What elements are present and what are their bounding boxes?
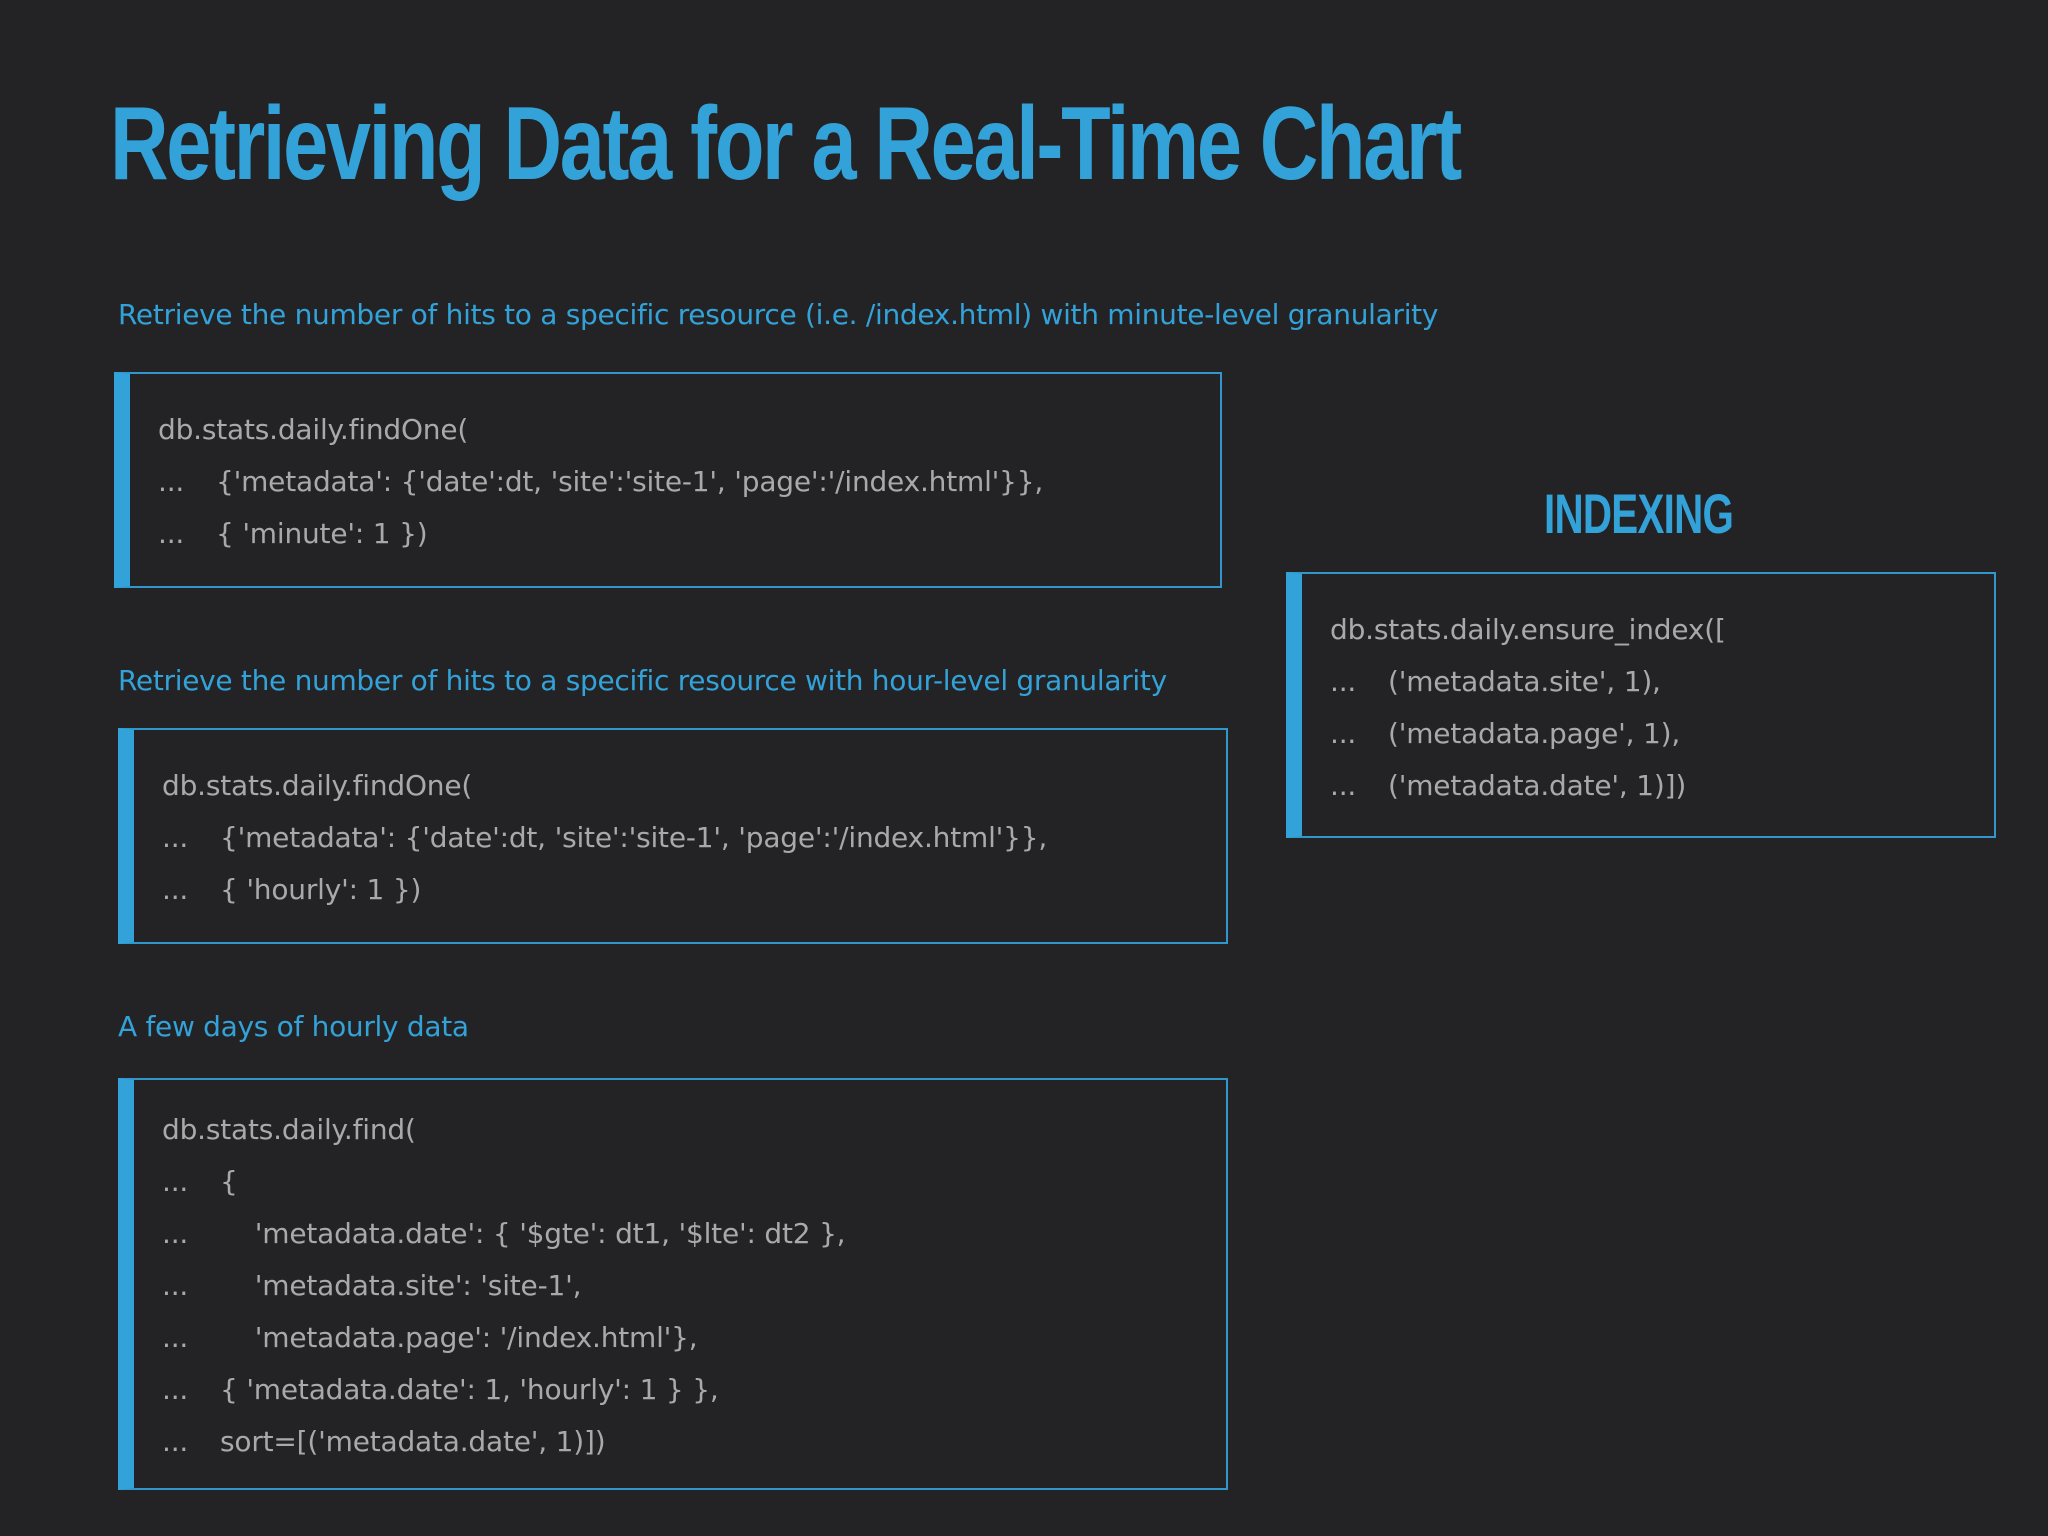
- few-days-caption: A few days of hourly data: [118, 1010, 469, 1043]
- code-line: ... { 'hourly': 1 }): [162, 873, 422, 906]
- minute-query-code-block: [114, 372, 1222, 588]
- code-line: ... 'metadata.site': 'site-1',: [162, 1269, 582, 1302]
- indexing-heading: INDEXING: [1544, 482, 1734, 545]
- code-line: ... 'metadata.page': '/index.html'},: [162, 1321, 698, 1354]
- code-line: db.stats.daily.ensure_index([: [1330, 613, 1726, 646]
- code-line: ... ('metadata.site', 1),: [1330, 665, 1661, 698]
- code-line: db.stats.daily.findOne(: [158, 413, 469, 446]
- indexing-code-block: [1286, 572, 1996, 838]
- code-line: ... { 'metadata.date': 1, 'hourly': 1 } },: [162, 1373, 719, 1406]
- few-days-query-code-block: [118, 1078, 1228, 1490]
- code-line: ... { 'minute': 1 }): [158, 517, 428, 550]
- code-line: ... ('metadata.date', 1)]): [1330, 769, 1687, 802]
- minute-granularity-caption: Retrieve the number of hits to a specific resource (i.e. /index.html) with minute-level granularity: [118, 298, 1439, 331]
- code-line: ... {'metadata': {'date':dt, 'site':'site-1', 'page':'/index.html'}},: [162, 821, 1048, 854]
- code-line: ... {'metadata': {'date':dt, 'site':'site-1', 'page':'/index.html'}},: [158, 465, 1044, 498]
- code-line: db.stats.daily.findOne(: [162, 769, 473, 802]
- code-line: ... ('metadata.page', 1),: [1330, 717, 1681, 750]
- hour-granularity-caption: Retrieve the number of hits to a specific resource with hour-level granularity: [118, 664, 1167, 697]
- code-line: db.stats.daily.find(: [162, 1113, 416, 1146]
- code-line: ... sort=[('metadata.date', 1)]): [162, 1425, 606, 1458]
- code-line: ... 'metadata.date': { '$gte': dt1, '$lte': dt2 },: [162, 1217, 846, 1250]
- hour-query-code-block: [118, 728, 1228, 944]
- code-line: ... {: [162, 1165, 238, 1198]
- slide-title: Retrieving Data for a Real-Time Chart: [110, 86, 1460, 202]
